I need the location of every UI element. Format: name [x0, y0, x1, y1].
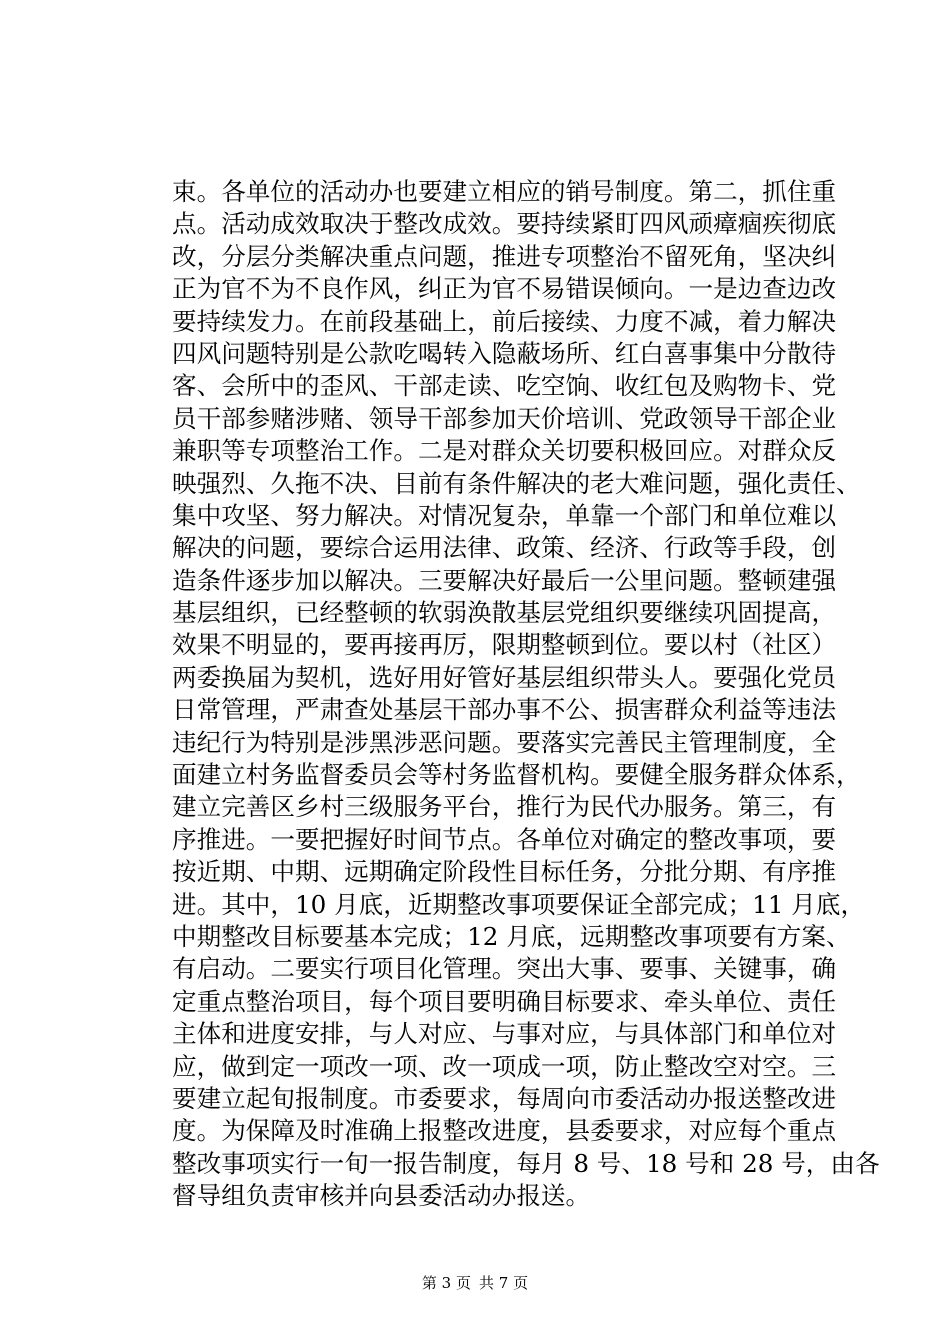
total-pages: 共 7 页	[479, 1274, 529, 1292]
text-line: 序推进。一要把握好时间节点。各单位对确定的整改事项，要	[172, 824, 837, 854]
text-line: 解决的问题，要综合运用法律、政策、经济、行政等手段，创	[172, 533, 837, 563]
text-line: 正为官不为不良作风，纠正为官不易错误倾向。一是边查边改	[172, 274, 837, 304]
text-line: 束。各单位的活动办也要建立相应的销号制度。第二，抓住重	[172, 177, 837, 206]
text-line: 造条件逐步加以解决。三要解决好最后一公里问题。整顿建强	[172, 565, 837, 595]
body-text	[172, 176, 880, 1213]
text-line: 日常管理，严肃查处基层干部办事不公、损害群众利益等违法	[172, 695, 837, 725]
text-line: 中期整改目标要基本完成；12 月底，远期整改事项要有方案、	[172, 921, 851, 951]
text-line: 效果不明显的，要再接再厉，限期整顿到位。要以村（社区）	[172, 630, 837, 660]
text-line: 改，分层分类解决重点问题，推进专项整治不留死角，坚决纠	[172, 241, 837, 271]
text-line: 兼职等专项整治工作。二是对群众关切要积极回应。对群众反	[172, 436, 837, 466]
page-number: 第 3 页	[421, 1274, 471, 1292]
page-footer	[0, 1273, 950, 1293]
text-line: 基层组织，已经整顿的软弱涣散基层党组织要继续巩固提高，	[172, 598, 837, 628]
text-line: 有启动。二要实行项目化管理。突出大事、要事、关键事，确	[172, 954, 837, 984]
text-line: 主体和进度安排，与人对应、与事对应，与具体部门和单位对	[172, 1019, 837, 1049]
text-line: 定重点整治项目，每个项目要明确目标要求、牵头单位、责任	[172, 986, 837, 1016]
text-line: 客、会所中的歪风、干部走读、吃空饷、收红包及购物卡、党	[172, 371, 837, 401]
text-line: 点。活动成效取决于整改成效。要持续紧盯四风顽瘴痼疾彻底	[172, 209, 837, 239]
text-line: 进。其中，10 月底，近期整改事项要保证全部完成；11 月底，	[172, 889, 866, 919]
text-line: 面建立村务监督委员会等村务监督机构。要健全服务群众体系，	[172, 760, 861, 790]
text-line: 两委换届为契机，选好用好管好基层组织带头人。要强化党员	[172, 662, 837, 692]
text-line: 应，做到定一项改一项、改一项成一项，防止整改空对空。三	[172, 1051, 837, 1081]
text-line: 四风问题特别是公款吃喝转入隐蔽场所、红白喜事集中分散待	[172, 338, 837, 368]
text-line: 建立完善区乡村三级服务平台，推行为民代办服务。第三，有	[172, 792, 837, 822]
text-line: 员干部参赌涉赌、领导干部参加天价培训、党政领导干部企业	[172, 403, 837, 433]
text-line: 要建立起旬报制度。市委要求，每周向市委活动办报送整改进	[172, 1083, 837, 1113]
text-line: 按近期、中期、远期确定阶段性目标任务，分批分期、有序推	[172, 857, 837, 887]
text-line: 整改事项实行一旬一报告制度，每月 8 号、18 号和 28 号，由各	[172, 1148, 880, 1178]
text-line: 度。为保障及时准确上报整改进度，县委要求，对应每个重点	[172, 1116, 837, 1146]
text-line: 集中攻坚、努力解决。对情况复杂，单靠一个部门和单位难以	[172, 500, 837, 530]
text-line: 要持续发力。在前段基础上，前后接续、力度不减，着力解决	[172, 306, 837, 336]
text-line: 督导组负责审核并向县委活动办报送。	[172, 1181, 591, 1211]
text-line: 违纪行为特别是涉黑涉恶问题。要落实完善民主管理制度，全	[172, 727, 837, 757]
text-line: 映强烈、久拖不决、目前有条件解决的老大难问题，强化责任、	[172, 468, 861, 498]
